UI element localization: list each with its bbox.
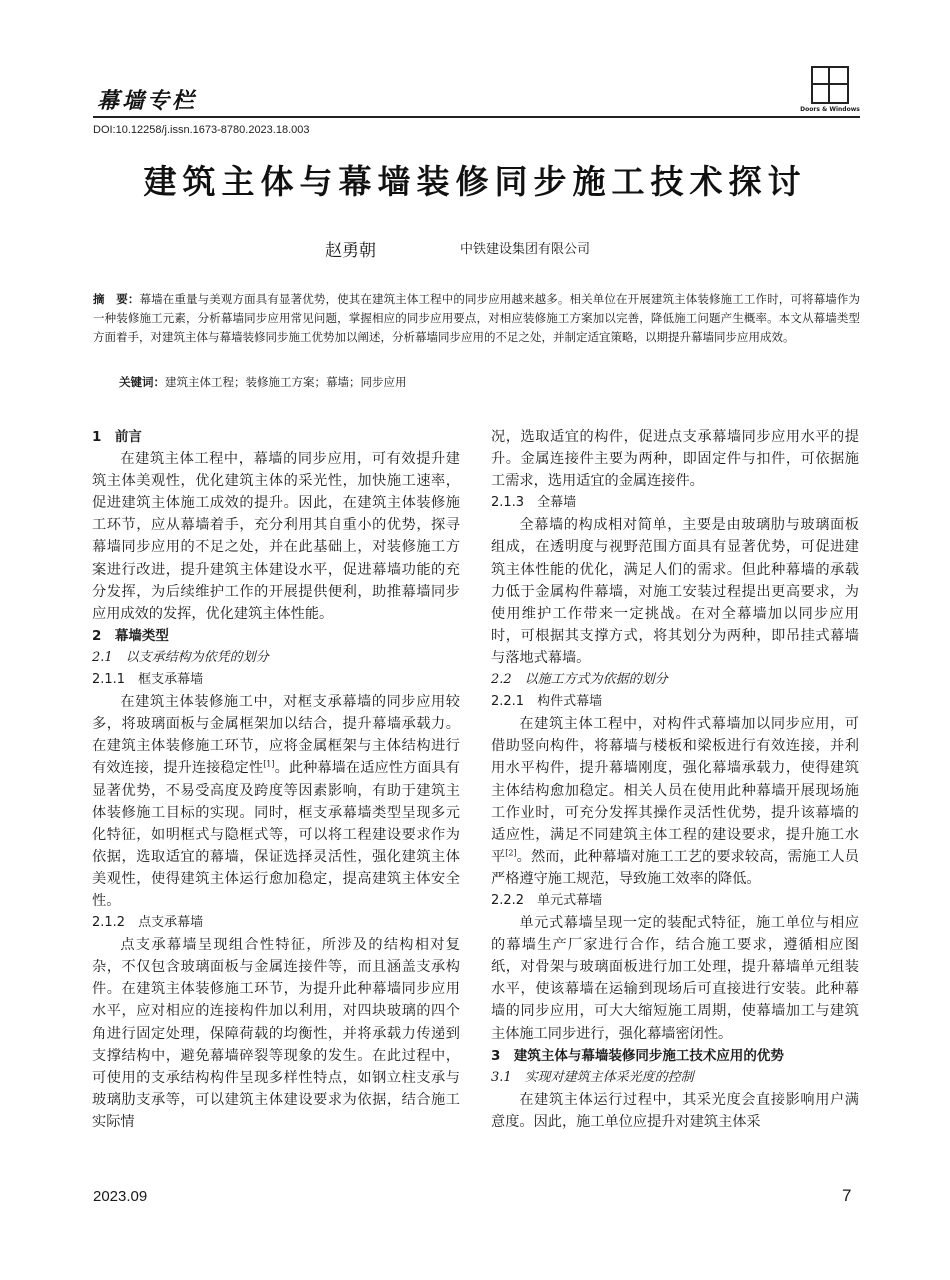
- abstract: [93, 290, 860, 347]
- journal-logo: [800, 66, 860, 113]
- header-rule: [93, 116, 860, 118]
- doi: DOI:10.12258/j.issn.1673-8780.2023.18.003: [93, 124, 310, 136]
- paragraph: 单元式幕墙呈现一定的装配式特征，施工单位与相应的幕墙生产厂家进行合作，结合施工要求，遵循相应图纸，对骨架与玻璃面板进行加工处理，提升幕墙单元组装水平，使该幕墙在运输到现场后可直接进行安装。此种幕墙的同步应用，可大大缩短施工周期，使幕墙加工与建筑主体施工同步进行，强化幕墙密闭性。: [491, 915, 859, 1042]
- logo-text: Doors & Windows: [800, 106, 860, 113]
- subsubsection-heading: 2.2.2 单元式幕墙: [491, 892, 603, 908]
- paragraph: [92, 691, 460, 912]
- subsubsection-heading: 2.1.3 全幕墙: [491, 495, 577, 511]
- paragraph: 全幕墙的构成相对简单，主要是由玻璃肋与玻璃面板组成，在透明度与视野范围方面具有显著优势，可促进建筑主体性能的优化，满足人们的需求。但此种幕墙的承载力低于金属构件幕墙，对施工安装过程提出更高要求，为使用维护工作带来一定挑战。在对全幕墙加以同步应用时，可根据其支撑方式，将其划分为两种，即吊挂式幕墙与落地式幕墙。: [491, 517, 859, 666]
- subsection-heading: 2.2 以施工方式为依据的划分: [491, 672, 668, 688]
- subsection-heading: 3.1 实现对建筑主体采光度的控制: [491, 1069, 694, 1085]
- page-number: 7: [842, 1186, 852, 1205]
- subsubsection-heading: 2.1.1 框支承幕墙: [92, 672, 204, 688]
- left-column: [92, 426, 460, 1133]
- affiliation: 中铁建设集团有限公司: [460, 242, 591, 257]
- section-heading: 1 前言: [92, 429, 142, 445]
- abstract-text: 幕墙在重量与美观方面具有显著优势，使其在建筑主体工程中的同步应用越来越多。相关单位在开展建筑主体装修施工工作时，可将幕墙作为一种装修施工元素，分析幕墙同步应用常见问题，掌握相应的同步应用要点，对相应装修施工方案加以完善，降低施工问题产生概率。本文从幕墙类型方面着手，对建筑主体与幕墙装修同步施工优势加以阐述，分析幕墙同步应用的不足之处，并制定适宜策略，以期提升幕墙同步应用成效。: [93, 292, 861, 344]
- section-heading: 2 幕墙类型: [92, 627, 169, 644]
- right-column: [491, 426, 859, 1133]
- issue-date: 2023.09: [93, 1188, 148, 1205]
- paragraph: 在建筑主体运行过程中，其采光度会直接影响用户满意度。因此，施工单位应提升对建筑主体采: [491, 1091, 859, 1130]
- citation: [2]: [505, 848, 517, 858]
- keywords-text: 建筑主体工程；装修施工方案；幕墙；同步应用: [165, 375, 407, 389]
- keywords-label: 关键词：: [119, 375, 165, 389]
- paragraph-text: 。此种幕墙在适应性方面具有显著优势，不易受高度及跨度等因素影响，有助于建筑主体装修施工目标的实现。同时，框支承幕墙类型呈现多元化特征，如明框式与隐框式等，可以将工程建设要求作为依据，选取适宜的幕墙，保证选择灵活性，强化建筑主体美观性，使得建筑主体运行愈加稳定，提高建筑主体安全性。: [92, 760, 460, 909]
- subsubsection-heading: 2.1.2 点支承幕墙: [92, 915, 204, 931]
- subsubsection-heading: 2.2.1 构件式幕墙: [491, 694, 603, 710]
- section-heading: 3 建筑主体与幕墙装修同步施工技术应用的优势: [491, 1047, 784, 1064]
- subsection-heading: 2.1 以支承结构为依凭的划分: [92, 649, 269, 665]
- article-title: 建筑主体与幕墙装修同步施工技术探讨: [143, 162, 807, 201]
- paragraph-text: 在建筑主体装修施工中，对框支承幕墙的同步应用较多，将玻璃面板与金属框架加以结合，提升幕墙承载力。在建筑主体装修施工环节，应将金属框架与主体结构进行有效连接，提升连接稳定性: [92, 694, 460, 777]
- author: 赵勇朝: [325, 241, 376, 261]
- abstract-label: 摘 要：: [93, 292, 140, 306]
- paragraph: 在建筑主体工程中，幕墙的同步应用，可有效提升建筑主体美观性，优化建筑主体的采光性，加快施工速率，促进建筑主体施工成效的提升。因此，在建筑主体装修施工环节，应从幕墙着手，充分利用其自重小的优势，探寻幕墙同步应用的不足之处，并在此基础上，对装修施工方案进行改进，提升建筑主体建设水平，促进幕墙功能的充分发挥，为后续维护工作的开展提供便利，助推幕墙同步应用成效的发挥，优化建筑主体性能。: [92, 451, 460, 622]
- column-tag: 幕墙专栏: [97, 89, 198, 114]
- door-window-icon: [811, 66, 849, 104]
- citation: [1]: [263, 759, 275, 769]
- paragraph: 况，选取适宜的构件，促进点支承幕墙同步应用水平的提升。金属连接件主要为两种，即固定件与扣件，可依据施工需求，选用适宜的金属连接件。: [491, 429, 859, 490]
- paragraph: 点支承幕墙呈现组合性特征，所涉及的结构相对复杂，不仅包含玻璃面板与金属连接件等，而且涵盖支承构件。在建筑主体装修施工环节，为提升此种幕墙同步应用水平，应对相应的连接构件加以利用，对四块玻璃的四个角进行固定处理，保障荷载的均衡性，并将承载力传递到支撑结构中，避免幕墙碎裂等现象的发生。在此过程中，可使用的支承结构构件呈现多样性特点，如钢立柱支承与玻璃肋支承等，可以建筑主体建设要求为依据，结合施工实际情: [92, 937, 460, 1130]
- paragraph: [491, 713, 859, 890]
- paragraph-text: 在建筑主体工程中，对构件式幕墙加以同步应用，可借助竖向构件，将幕墙与楼板和梁板进行有效连接，并利用水平构件，提升幕墙刚度，强化幕墙承载力，使得建筑主体结构愈加稳定。相关人员在使用此种幕墙开展现场施工作业时，可充分发挥其操作灵活性优势，提升该幕墙的适应性，满足不同建筑主体工程的建设要求，提升施工水平: [491, 716, 859, 865]
- paragraph-text: 。然而，此种幕墙对施工工艺的要求较高，需施工人员严格遵守施工规范，导致施工效率的降低。: [491, 848, 859, 887]
- keywords: [119, 374, 407, 390]
